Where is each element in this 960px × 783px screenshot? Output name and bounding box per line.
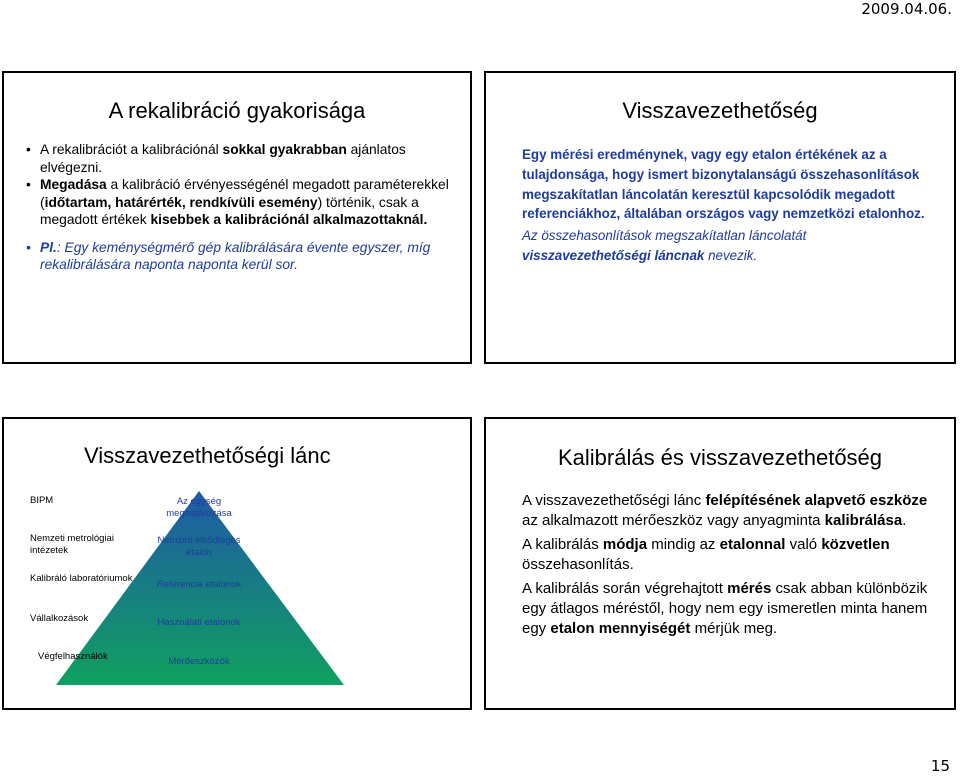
bold-text: módja xyxy=(602,536,648,553)
bold-text: időtartam, határérték, rendkívüli esemény xyxy=(44,194,318,210)
pyramid-label: Az egység meghatározása xyxy=(166,496,232,519)
pyramid-label: Mérőeszközök xyxy=(168,656,230,667)
slide-title: A rekalibráció gyakorisága xyxy=(108,98,366,123)
example-note xyxy=(26,239,456,274)
paragraph xyxy=(522,535,942,575)
text: való xyxy=(785,536,822,553)
pyramid-label: Nemzeti elsődleges etalon xyxy=(157,535,241,558)
pyramid-label: Használati etalonok xyxy=(157,617,241,628)
bullet-item xyxy=(26,176,456,229)
text: az alkalmazott mérőeszköz vagy anyagminta xyxy=(522,512,825,529)
bold-text: kisebbek a kalibrációnál alkalmazottaknál. xyxy=(150,212,428,227)
slide-title: Kalibrálás és visszavezethetőség xyxy=(557,445,883,470)
text: . xyxy=(902,512,907,529)
bullet-item xyxy=(26,141,456,176)
bold-text: mérés xyxy=(727,580,772,597)
level-label: Kalibráló laboratóriumok xyxy=(30,573,133,584)
bold-text: etalonnal xyxy=(719,536,786,553)
slide-rekalibracio xyxy=(2,71,472,364)
slide-kalibralas xyxy=(484,417,956,710)
definition-paragraph: Egy mérési eredménynek, vagy egy etalon értékének az a tulajdonsága, hogy ismert bizonytalanságú összehasonlítások megszakítatlan láncolatán keresztül kapcsolódik megadott referenciákhoz, általában országos vagy nemzetközi etalonhoz. xyxy=(522,147,925,222)
text: A kalibrálás xyxy=(522,536,603,553)
text: mérjük meg. xyxy=(690,620,778,637)
bold-text: sokkal gyakrabban xyxy=(222,142,347,157)
level-label: Vállalkozások xyxy=(30,613,89,624)
body-text xyxy=(522,491,942,643)
bold-text: Megadása xyxy=(40,177,107,192)
slide-title: Visszavezethetőség xyxy=(622,98,818,123)
bold-text: Pl. xyxy=(40,239,57,255)
definition-text xyxy=(522,145,932,266)
text: ) történik, csak a megadott értékek xyxy=(40,194,419,227)
paragraph xyxy=(522,579,942,639)
level-label: Nemzeti metrológiai intézetek xyxy=(30,533,114,556)
text: A visszavezethetőségi lánc xyxy=(522,492,706,509)
text: A kalibrálás során végrehajtott xyxy=(522,580,728,597)
bold-text: közvetlen xyxy=(821,536,890,553)
slide-visszavezethetoseg xyxy=(484,71,956,364)
text: : Egy keménységmérő gép kalibrálására évente egyszer, míg rekalibrálására naponta naponta kerül sor. xyxy=(40,239,431,272)
chain-paragraph xyxy=(522,226,932,266)
text: összehasonlítás. xyxy=(522,556,634,573)
slide-lanc xyxy=(2,417,472,710)
bold-italic-text: visszavezethetőségi láncnak xyxy=(522,247,705,263)
page-number: 15 xyxy=(930,757,950,775)
level-label: BIPM xyxy=(30,495,54,506)
text: a kalibráció érvényességénél megadott paraméterekkel ( xyxy=(40,177,449,210)
date-label: 2009.04.06. xyxy=(861,0,952,18)
text: nevezik. xyxy=(704,247,758,263)
level-label: Végfelhasználók xyxy=(38,651,108,662)
slide-title: Visszavezethetőségi lánc xyxy=(84,443,331,468)
text: ajánlatos elvégezni. xyxy=(40,142,406,175)
text: A rekalibrációt a kalibrációnál xyxy=(40,142,223,157)
text: Az összehasonlítások megszakítatlan láncolatát xyxy=(522,228,807,244)
pyramid-label: Referencia etalonok xyxy=(156,579,242,590)
bold-text: felépítésének alapvető eszköze xyxy=(705,492,928,509)
bold-text: kalibrálása xyxy=(824,512,903,529)
text: mindig az xyxy=(647,536,720,553)
text: csak abban különbözik egy átlagos méréstől, hogy nem egy ismeretlen minta hanem egy xyxy=(522,580,928,637)
bullet-list xyxy=(26,141,456,274)
paragraph xyxy=(522,491,942,531)
bold-text: etalon mennyiségét xyxy=(550,620,691,637)
